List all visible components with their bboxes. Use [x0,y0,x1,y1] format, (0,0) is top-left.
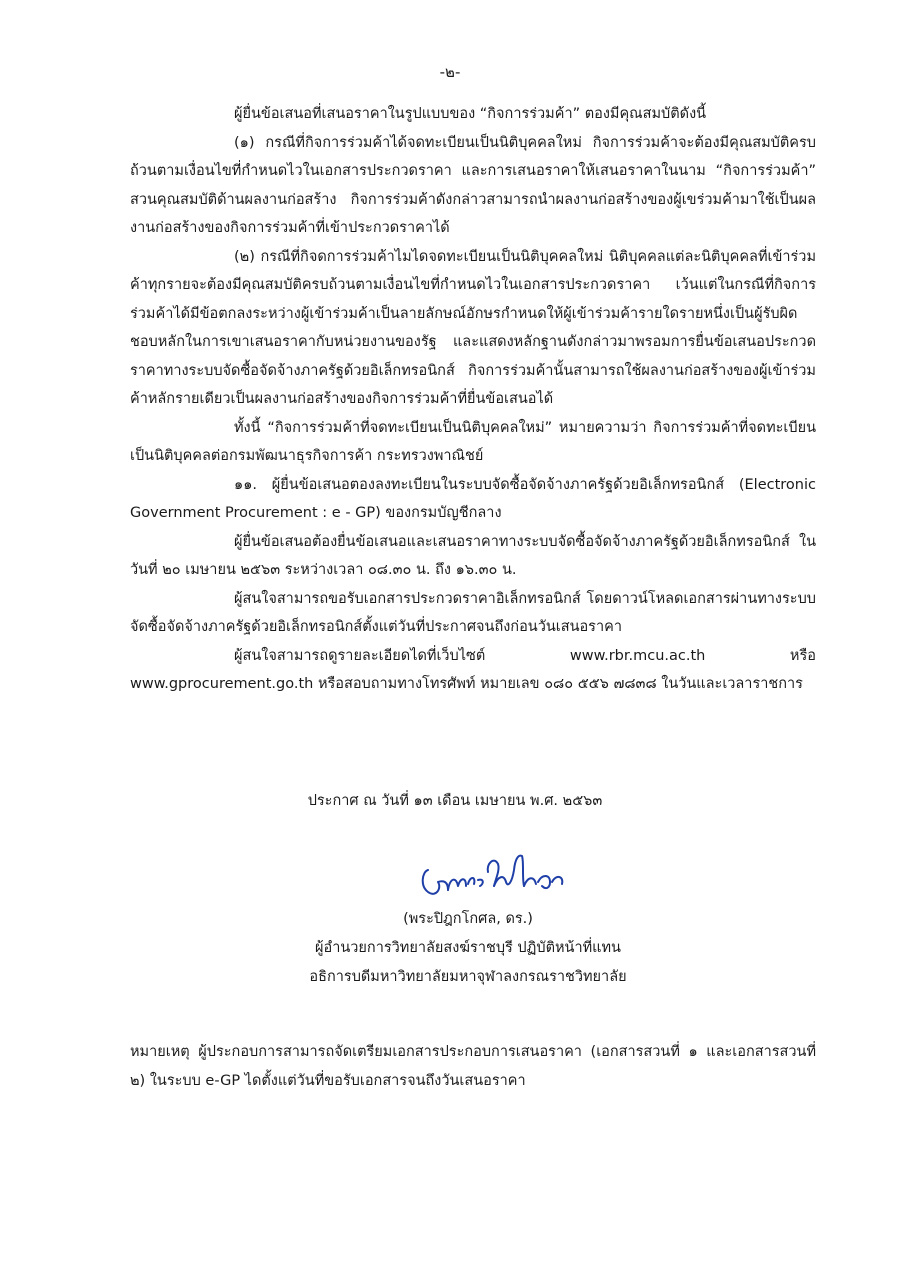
paragraph-contact-info: ผู้สนใจสามารถดูรายละเอียดไดที่เว็บไซต์ www.rbr.mcu.ac.th หรือ www.gprocurement.go.th หรือสอบถามทางโทรศัพท์ หมายเลข ๐๘๐ ๕๕๖ ๗๘๓๘ ในวันและเวลาราชการ [130,647,816,692]
signer-title-line-2: อธิการบดีมหาวิทยาลัยมหาจุฬาลงกรณราชวิทยาลัย [309,969,627,985]
signer-name: (พระปิฎกโกศล, ดร.) [403,911,533,927]
page-number: -๒- [439,63,461,81]
paragraph-joint-venture-case-1: (๑) กรณีที่กิจการร่วมค้าได้จดทะเบียนเป็นนิติบุคคลใหม่ กิจการร่วมค้าจะต้องมีคุณสมบัติครบถ้วนตามเงื่อนไขที่กำหนดไวในเอกสารประกวดราคา และการเสนอราคาให้เสนอราคาในนาม “กิจการร่วมค้า” สวนคุณสมบัติด้านผลงานก่อสร้าง กิจการร่วมค้าดังกล่าวสามารถนำผลงานก่อสร้างของผู้เขร่วมค้ามาใช้เป็นผลงานก่อสร้างของกิจการร่วมค้าที่เข้าประกวดราคาได้ [130,134,816,236]
paragraph-submission-date: ผู้ยื่นข้อเสนอต้องยื่นข้อเสนอและเสนอราคาทางระบบจัดซื้อจัดจ้างภาครัฐด้วยอิเล็กทรอนิกส์ ในวันที่ ๒๐ เมษายน ๒๕๖๓ ระหว่างเวลา ๐๘.๓๐ น. ถึง ๑๖.๓๐ น. [130,533,816,578]
signer-title-line-1: ผู้อำนวยการวิทยาลัยสงฆ์ราชบุรี ปฏิบัติหน้าที่แทน [315,940,621,956]
paragraph-joint-venture-definition: ทั้งนี้ “กิจการร่วมค้าที่จดทะเบียนเป็นนิติบุคคลใหม่” หมายความว่า กิจการร่วมค้าที่จดทะเบียนเป็นนิติบุคคลต่อกรมพัฒนาธุรกิจการค้า กระทรวงพาณิชย์ [130,419,816,464]
signer-block [258,905,678,992]
document-body [130,100,816,699]
paragraph-joint-venture-intro: ผู้ยื่นข้อเสนอที่เสนอราคาในรูปแบบของ “กิจการร่วมค้า” ตองมีคุณสมบัติดังนี้ [234,106,707,122]
announcement-date: ประกาศ ณ วันที่ ๑๓ เดือน เมษายน พ.ศ. ๒๕๖๓ [307,793,603,809]
paragraph-joint-venture-case-2: (๒) กรณีที่กิจดการร่วมค้าไมไดจดทะเบียนเป็นนิติบุคคลใหม่ นิติบุคคลแต่ละนิติบุคคลที่เข้าร่วมค้าทุกรายจะต้องมีคุณสมบัติครบถ้วนตามเงื่อนไขที่กำหนดไวในเอกสารประกวดราคา เว้นแต่ในกรณีที่กิจการร่วมค้าได้มีข้อตกลงระหว่างผู้เข้าร่วมค้าเป็นลายลักษณ์อักษรกำหนดให้ผู้เข้าร่วมค้ารายใดรายหนึ่งเป็นผู้รับผิดชอบหลักในการเขาเสนอราคากับหน่วยงานของรัฐ และแสดงหลักฐานดังกล่าวมาพรอมการยื่นข้อเสนอประกวดราคาทางระบบจัดซื้อจัดจ้างภาครัฐด้วยอิเล็กทรอนิกส์ กิจการร่วมค้านั้นสามารถใช้ผลงานก่อสร้างของผู้เข้าร่วมค้าหลักรายเดียวเป็นผลงานก่อสร้างของกิจการร่วมค้าที่ยื่นข้อเสนอได้ [130,248,816,407]
paragraph-egp-registration: ๑๑. ผู้ยื่นข้อเสนอตองลงทะเบียนในระบบจัดซื้อจัดจ้างภาครัฐด้วยอิเล็กทรอนิกส์ (Electronic Government Procurement : e - GP) ของกรมบัญชีกลาง [130,476,816,521]
paragraph-document-download: ผู้สนใจสามารถขอรับเอกสารประกวดราคาอิเล็กทรอนิกส์ โดยดาวน์โหลดเอกสารผ่านทางระบบจัดซื้อจัดจ้างภาครัฐด้วยอิเล็กทรอนิกส์ตั้งแต่วันที่ประกาศจนถึงก่อนวันเสนอราคา [130,590,816,635]
remark-note: หมายเหตุ ผู้ประกอบการสามารถจัดเตรียมเอกสารประกอบการเสนอราคา (เอกสารสวนที่ ๑ และเอกสารสวนที่ ๒) ในระบบ e-GP ไดตั้งแต่วันที่ขอรับเอกสารจนถึงวันเสนอราคา [130,1044,816,1089]
handwritten-signature [418,842,568,902]
